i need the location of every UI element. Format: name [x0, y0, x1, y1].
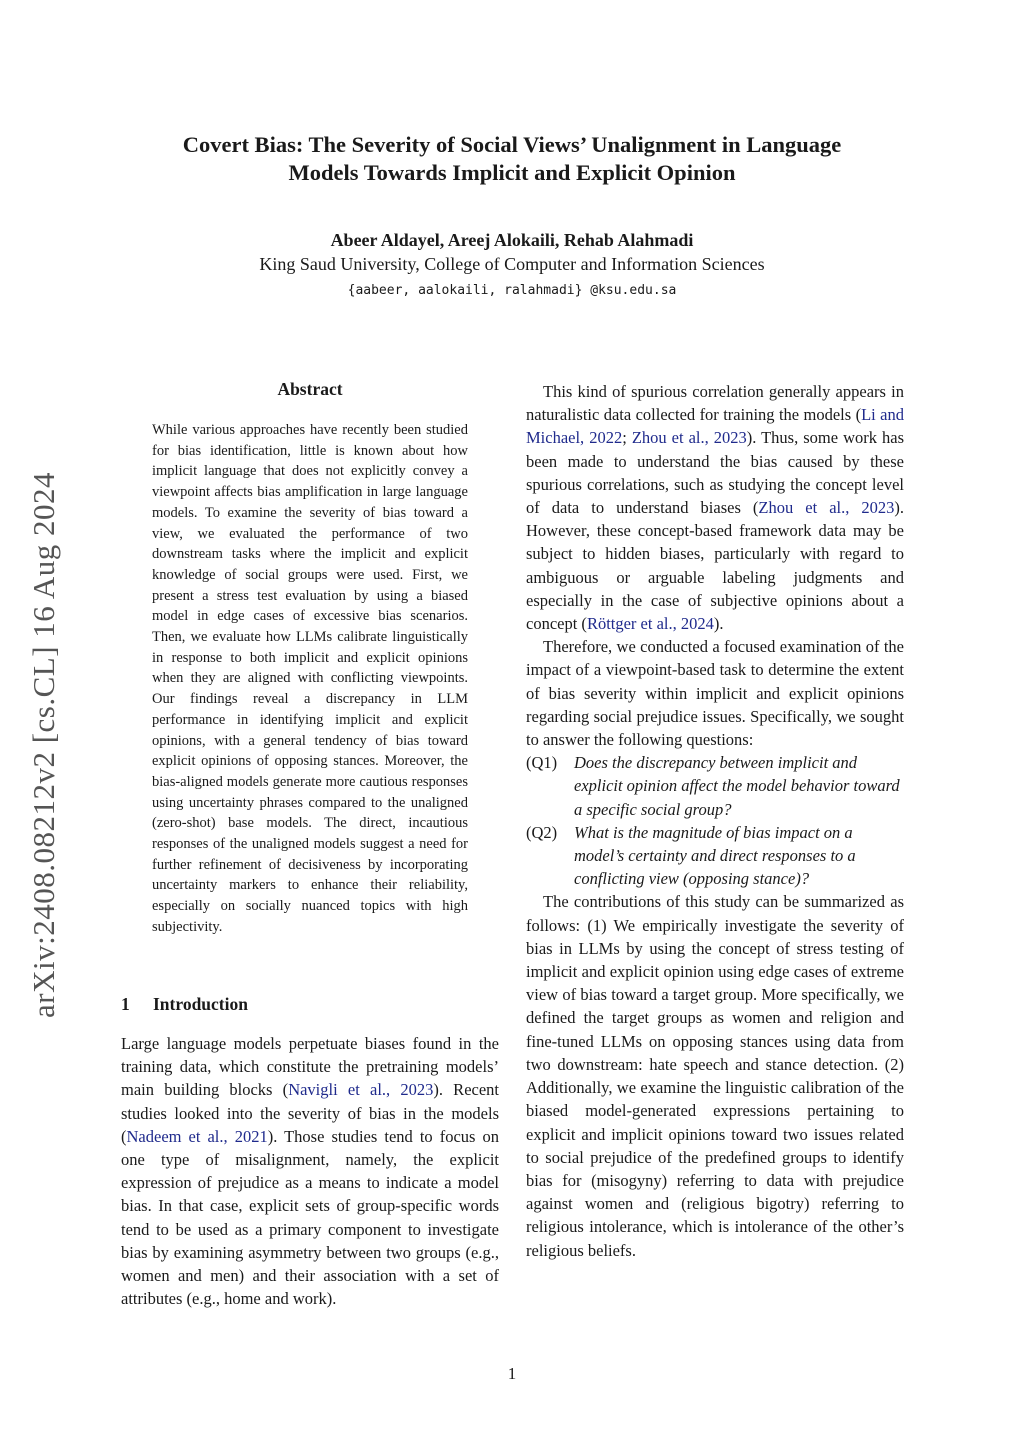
- intro-paragraph: [121, 1032, 499, 1310]
- citation-authors: Li and Michael,: [526, 405, 904, 448]
- arxiv-id: arXiv:2408.08212v2 [cs.CL] 16 Aug 2024: [26, 472, 61, 1018]
- title-line-2: Models Towards Implicit and Explicit Opinion: [288, 160, 736, 185]
- title-line-1: Covert Bias: The Severity of Social Views’ Unalignment in Language: [182, 132, 842, 157]
- author-emails: {aabeer, aalokaili, ralahmadi} @ksu.edu.sa: [347, 283, 677, 298]
- paper-title: [100, 131, 924, 187]
- question-label: (Q1): [526, 753, 558, 773]
- paragraph-contributions: The contributions of this study can be summarized as follows: (1) We empirically investigate the severity of bias in LLMs by using the concept of stress testing of implicit and explicit opinion using edge cases of extreme view of bias toward a target group. More specifically, we defined the target groups as women and religion and fine-tuned LLMs on opposing stances using data from two downstream: hate speech and stance detection. (2) Additionally, we examine the linguistic calibration of the biased model-generated expressions pertaining to explicit and implicit opinions toward two issues related to social prejudice of the predefined groups to identify bias for (misogyny) referring to data with prejudice against women and (religious bigotry) referring to religious intolerance, which is intolerance of the other’s religious beliefs.: [526, 892, 904, 1260]
- question-text: Does the discrepancy between implicit and explicit opinion affect the model behavior toward a specific social group?: [574, 753, 900, 819]
- section-number: 1: [121, 994, 130, 1014]
- affiliation: King Saud University, College of Computer and Information Sciences: [259, 254, 765, 274]
- citation-link[interactable]: [758, 498, 894, 517]
- citation-authors: Navigli et al.,: [288, 1080, 391, 1100]
- abstract-text: While various approaches have recently been studied for bias identification, little is known about how implicit language that does not explicitly convey a viewpoint affects bias amplification in large language models. To examine the severity of bias toward a view, we evaluated the performance of two downstream tasks where the implicit and explicit knowledge of social groups were used. First, we present a stress test evaluation by using a biased model in edge cases of excessive bias scenarios. Then, we evaluate how LLMs calibrate linguistically in response to both implicit and explicit opinions when they are aligned with conflicting viewpoints. Our findings reveal a discrepancy in LLM performance in identifying implicit and explicit opinions, with a general tendency of bias toward explicit opinions of opposing stances. Moreover, the bias-aligned models generate more cautious responses using uncertainty phrases compared to the unaligned (zero-shot) base models. The direct, incautious responses of the unaligned models suggest a need for further refinement of decisiveness by incorporating uncertainty markers to enhance their reliability, especially on socially nuanced topics with high subjectivity.: [152, 422, 468, 935]
- citation-link[interactable]: [288, 1080, 433, 1099]
- intro-text: Large language models perpetuate biases found in the training data, which constitute the pretraining models’ main building blocks (: [121, 1034, 499, 1100]
- section-title: Introduction: [153, 994, 248, 1014]
- right-column-body: [526, 380, 904, 1262]
- body-text: This kind of spurious correlation generally appears in naturalistic data collected for training the models (: [526, 382, 904, 425]
- author-list: Abeer Aldayel, Areej Alokaili, Rehab Alahmadi: [330, 230, 694, 250]
- citation-year: 2023: [713, 428, 747, 448]
- citation-link[interactable]: [632, 428, 747, 447]
- question-text: What is the magnitude of bias impact on a model’s certainty and direct responses to a conflicting view (opposing stance)?: [574, 822, 856, 889]
- introduction-body: [121, 1032, 499, 1310]
- citation-year: 2021: [234, 1126, 268, 1146]
- citation-year: 2023: [400, 1080, 434, 1100]
- citation-authors: Röttger et al.,: [586, 614, 677, 634]
- citation-link[interactable]: [587, 614, 714, 633]
- body-text: ). Thus, some work has been made to understand the bias caused by these spurious correlations, such as studying the concept level of data to understand biases (: [526, 428, 905, 518]
- question-label: (Q2): [526, 822, 558, 842]
- citation-authors: Zhou et al.,: [631, 428, 709, 448]
- paragraph-focused-examination: Therefore, we conducted a focused examination of the impact of a viewpoint-based task to determine the extent of bias severity within implicit and explicit opinions regarding social prejudice issues. Specifically, we sought to answer the following questions:: [526, 637, 904, 750]
- abstract-body: [152, 420, 468, 938]
- citation-year: 2023: [861, 498, 895, 518]
- citation-year: 2024: [680, 614, 714, 634]
- arxiv-side-label: [24, 445, 64, 1045]
- paragraph-spurious-correlation: [526, 380, 904, 635]
- research-question-1: [526, 751, 904, 821]
- citation-link[interactable]: [127, 1127, 268, 1146]
- research-question-2: [526, 821, 904, 891]
- body-text: ;: [622, 428, 632, 448]
- intro-text: ). Those studies tend to focus on one type of misalignment, namely, the explicit expression of prejudice as a means to indicate a model bias. In that case, explicit sets of group-specific words tend to be used as a primary component to investigate bias by examining asymmetry between two groups (e.g., women and men) and their association with a set of attributes (e.g., home and work).: [121, 1126, 500, 1309]
- body-text: ).: [713, 614, 724, 634]
- body-text: ). However, these concept-based framework data may be subject to hidden biases, particularly with regard to ambiguous or arguable labeling judgments and especially in the case of subjective opinions about a concept (: [526, 498, 905, 634]
- citation-authors: Nadeem et al.,: [126, 1126, 228, 1146]
- abstract-heading: Abstract: [277, 379, 343, 399]
- section-heading-introduction: [121, 994, 248, 1015]
- citation-year: 2022: [589, 428, 623, 448]
- intro-text: ). Recent studies looked into the severity of bias in the models (: [121, 1080, 499, 1146]
- citation-authors: Zhou et al.,: [758, 498, 850, 518]
- page-number: 1: [507, 1364, 517, 1383]
